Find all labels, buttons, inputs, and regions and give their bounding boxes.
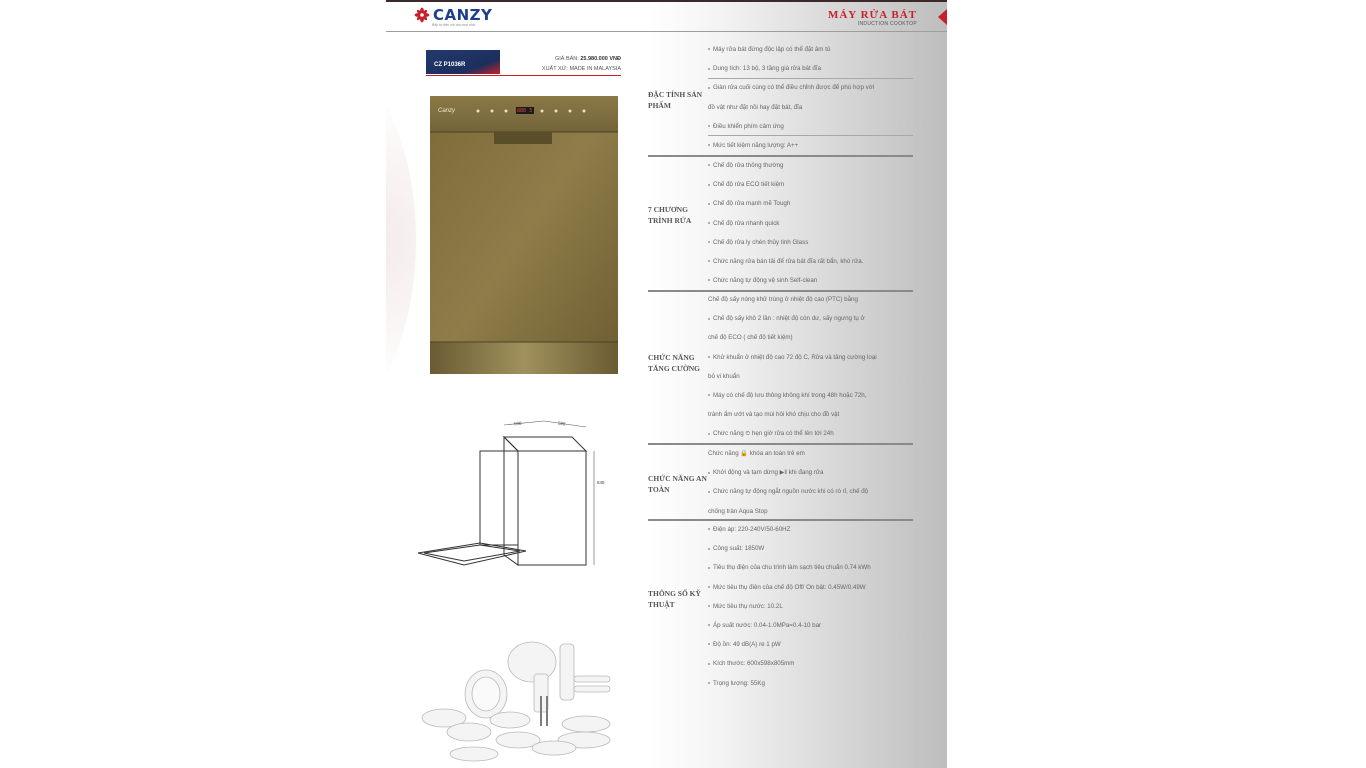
spec-line: Chế độ rửa nhanh quick [708,214,918,233]
spec-line: bỏ vi khuẩn [708,372,740,380]
page-subtitle: INDUCTION COOKTOP [857,21,917,27]
origin-label: XUẤT XỨ: [541,66,568,72]
spec-line: chế độ ECO ( chế độ tiết kiệm) [708,334,793,342]
spec-line: Mức tiêu thụ điện của chế độ Off/ On bật: 0.45W/0.49W [708,578,918,597]
spec-line: Chế độ rửa ECO tiết kiệm [708,175,918,194]
spec-line: Giàn rửa cuối cùng có thể điều chỉnh được để phù hợp với [708,78,918,97]
dishwasher-photo [430,96,618,374]
spec-line: Điện áp: 220-240V/50-60HZ [708,520,918,539]
panel-brand-label: Canzy [438,108,456,114]
section-items [708,290,918,444]
dim-depth: 598 [557,420,566,427]
spec-line: Chế độ rửa ly chén thủy tinh Glass [708,233,918,252]
spec-line: đồ vật như đặt nồi hay đặt bát, đĩa [708,103,803,111]
top-border [386,0,947,2]
divider [708,135,913,136]
spec-line: Khử khuẩn ở nhiệt độ cao 72 độ C, Rửa và tăng cường loại [708,348,918,367]
spec-line: chống tràn Aqua Stop [708,507,768,515]
dishes-photo [414,636,614,764]
panel-display: 888 3 [517,108,533,114]
model-number: CZ P1036R [434,62,466,68]
section-heading: CHỨC NĂNG AN TOÀN [648,474,707,494]
price-row [555,56,621,62]
brand-name: CANZY [433,6,493,24]
price-value: 25.980.000 VNĐ [580,56,621,62]
dim-width: 598 [513,420,522,427]
header-flag [938,9,947,25]
spec-line: Áp suất nước: 0.04-1.0MPa=0.4-10 bar [708,616,918,635]
section-heading: ĐẶC TÍNH SẢN PHẨM [648,90,703,110]
origin-row [542,66,621,72]
canzy-flower-icon [414,7,430,23]
section-heading: 7 CHƯƠNG TRÌNH RỬA [648,205,692,225]
spec-line: Chức năng tự động ngắt nguồn nước khi có rò rỉ, chế độ [708,482,918,501]
price-divider [426,75,621,76]
spec-line: Điều khiển phím cảm ứng [708,117,918,136]
section-items [708,156,918,290]
header-divider [386,31,947,32]
spec-line: Chế độ sấy nóng khử trùng ở nhiệt độ cao (PTC) bằng [708,296,858,303]
spec-line: Công suất: 1850W [708,539,918,558]
page-title: MÁY RỬA BÁT [827,9,917,21]
spec-line: Máy rửa bát đứng độc lập có thể đặt âm tủ [708,40,918,59]
spec-line: Độ ồn: 49 dB(A) re 1 pW [708,635,918,654]
origin-value: MADE IN MALAYSIA [569,66,621,72]
spec-line: Chức năng tự động vệ sinh Self-clean [708,271,918,290]
spec-line: Dung tích: 13 bộ, 3 tầng giá rửa bát đĩa [708,59,918,78]
spec-line: Chức năng rửa bán tải để rửa bát đĩa rất bẩn, khó rửa. [708,252,918,271]
spec-line: Trọng lượng: 55Kg [708,674,918,693]
spec-sheet-page [386,0,947,768]
section-heading: CHỨC NĂNG TĂNG CƯỜNG [648,353,701,373]
spec-line: Chế độ sấy khô 2 lần : nhiệt độ còn dư, sấy ngưng tụ ở [708,309,918,328]
spec-line: Chế độ rửa mạnh mẽ Tough [708,194,918,213]
divider [708,78,913,79]
brand-logo [414,6,492,24]
spec-line: Khởi động và tạm dừng ▶‖ khi đang rửa [708,463,918,482]
spec-line: Kích thước: 600x598x805mm [708,654,918,673]
dimension-drawing [414,415,614,585]
spec-line: Mức tiêu thụ nước: 10.2L [708,597,918,616]
spec-line: Mức tiết kiệm năng lượng: A++ [708,136,918,155]
spec-line: Chế độ rửa thông thường [708,156,918,175]
section-items [708,520,918,693]
spec-line: Chức năng ⏲ hẹn giờ rửa có thể lên tới 24h [708,424,918,443]
spec-line: Chức năng 🔒 khóa an toàn trẻ em [708,450,805,457]
model-badge [426,50,500,74]
spec-line: tránh ẩm ướt và tạo mùi hôi khó chịu cho đồ vật [708,411,840,419]
spec-line: Tiêu thụ điện của chu trình làm sạch tiêu chuẩn 0.74 kWh [708,558,918,577]
brand-tagline: Bếp từ tiện ích cho mọi nhà [432,23,475,27]
section-items [708,40,918,155]
section-items [708,444,918,521]
section-heading: THÔNG SỐ KỸ THUẬT [648,589,701,609]
dim-height: 845 [597,480,605,485]
price-label: GIÁ BÁN: [554,56,579,62]
spec-line: Máy có chế độ lưu thông không khí trong 48h hoặc 72h, [708,386,918,405]
decorative-arc [386,60,416,420]
